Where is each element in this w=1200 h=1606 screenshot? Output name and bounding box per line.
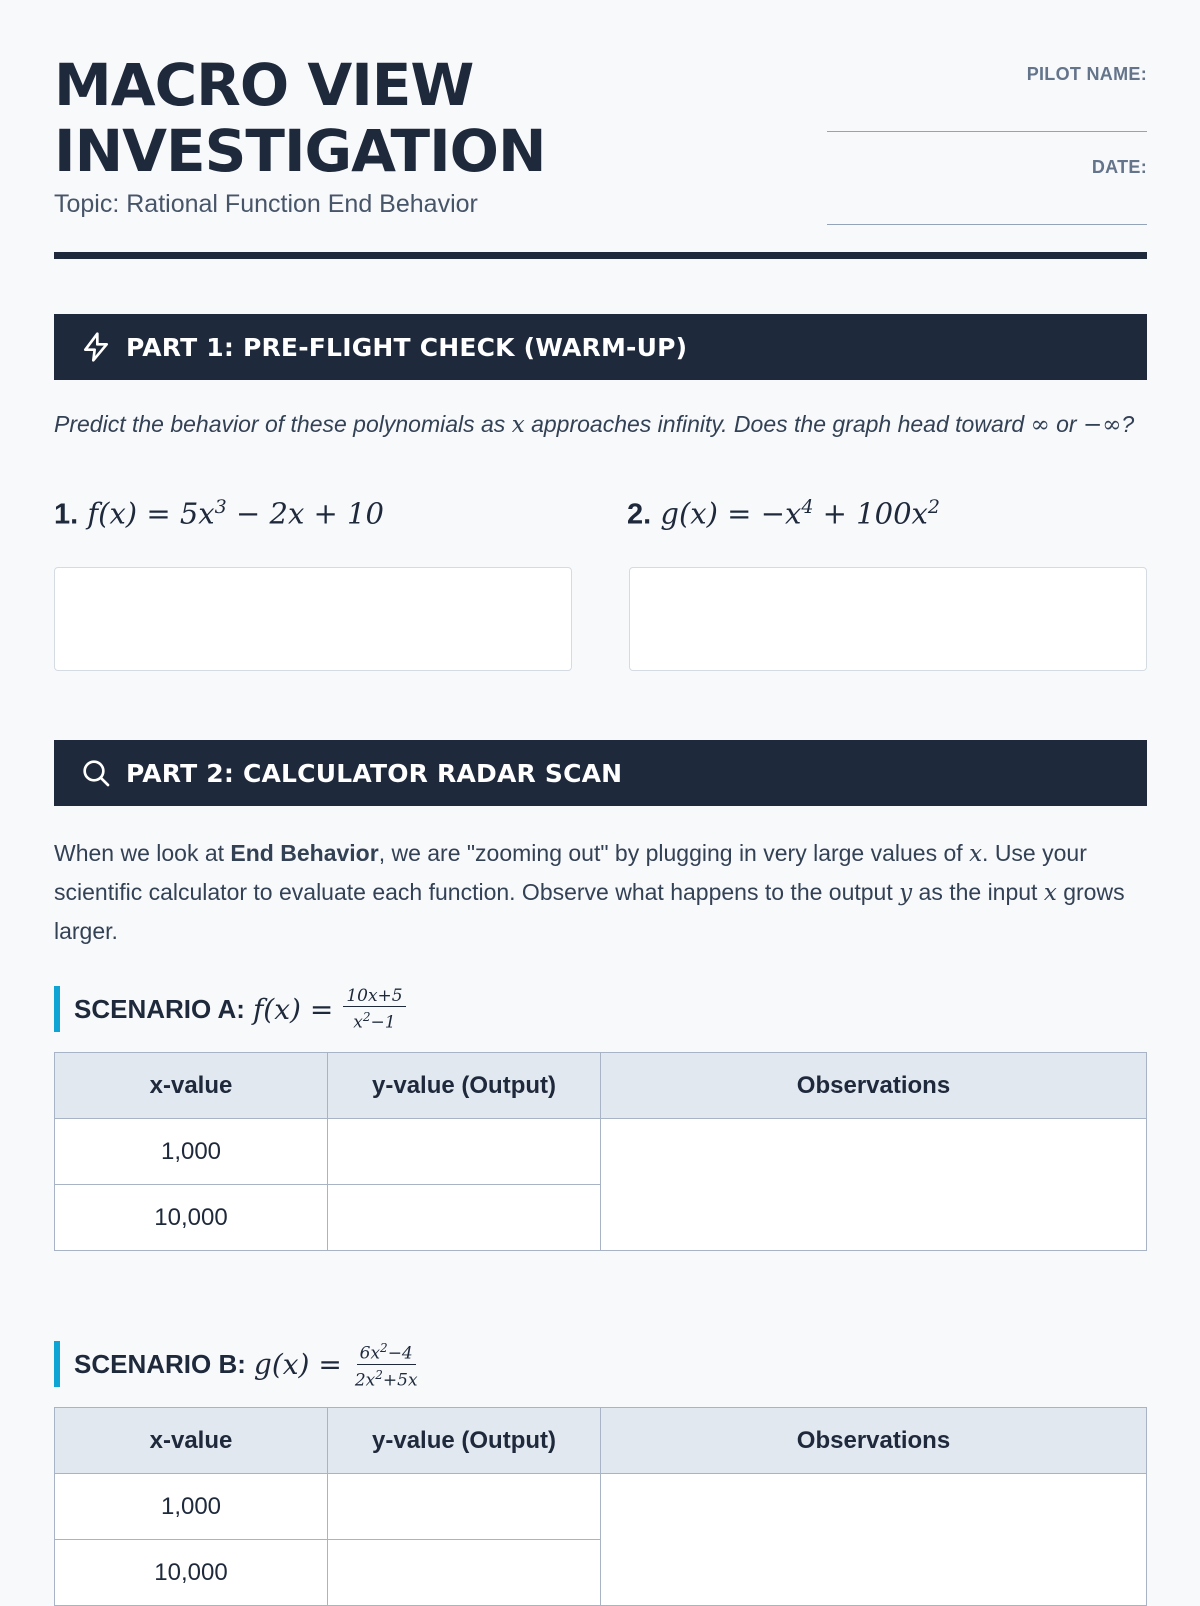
search-icon	[80, 757, 112, 789]
scenario-b-heading: SCENARIO B: g(x) = $\frac{6x^2-4}{2x^2+5x}$	[54, 1341, 421, 1387]
scenario-b-table	[54, 1407, 1147, 1606]
y-value-input[interactable]	[328, 1474, 601, 1540]
pilot-name-field[interactable]	[827, 131, 1147, 132]
part2-header	[54, 740, 1147, 806]
y-value-input[interactable]	[328, 1540, 601, 1606]
column-header-y: y-value (Output)	[328, 1053, 601, 1119]
part2-title: PART 2: CALCULATOR RADAR SCAN	[126, 758, 623, 788]
page-subtitle: Topic: Rational Function End Behavior	[54, 190, 478, 218]
pilot-name-label: PILOT NAME:	[1026, 64, 1147, 84]
scenario-a-heading: SCENARIO A: f(x) = $\frac{10x+5}{x^2-1}$	[54, 986, 406, 1032]
problem-1: 1. $f(x) = 5x^3 - 2x + 10$	[54, 496, 384, 531]
observations-input[interactable]	[601, 1119, 1147, 1251]
part1-header	[54, 314, 1147, 380]
column-header-x: x-value	[55, 1408, 328, 1474]
x-value-cell: 1,000	[55, 1474, 328, 1540]
x-value-cell: 1,000	[55, 1119, 328, 1185]
column-header-y: y-value (Output)	[328, 1408, 601, 1474]
part2-intro: When we look at End Behavior, we are "zooming out" by plugging in very large values of x. Use your scientific calculator to evaluate each function. Observe what happens to the output y as the input x grows larger.	[54, 840, 1125, 944]
lightning-icon	[80, 331, 112, 363]
problem-2: 2. $g(x) = -x^4 + 100x^2$	[627, 496, 940, 531]
part1-instructions: Predict the behavior of these polynomials as x approaches infinity. Does the graph head toward ∞ or −∞?	[54, 411, 1135, 438]
answer-box-1[interactable]	[54, 567, 572, 671]
column-header-x: x-value	[55, 1053, 328, 1119]
title-line-1: MACRO VIEW	[54, 51, 474, 119]
header-divider	[54, 252, 1147, 259]
y-value-input[interactable]	[328, 1119, 601, 1185]
part1-title: PART 1: PRE-FLIGHT CHECK (WARM-UP)	[126, 332, 688, 362]
scenario-a-table	[54, 1052, 1147, 1251]
x-value-cell: 10,000	[55, 1185, 328, 1251]
table-row	[55, 1119, 1147, 1185]
date-label: DATE:	[1091, 157, 1147, 177]
scenario-a-fraction: $\frac{10x+5}{x^2-1}$	[343, 986, 405, 1033]
title-line-2: INVESTIGATION	[54, 117, 546, 185]
x-value-cell: 10,000	[55, 1540, 328, 1606]
observations-input[interactable]	[601, 1474, 1147, 1606]
scenario-b-fraction: $\frac{6x^2-4}{2x^2+5x}$	[352, 1338, 421, 1390]
answer-box-2[interactable]	[629, 567, 1147, 671]
date-field[interactable]	[827, 224, 1147, 225]
y-value-input[interactable]	[328, 1185, 601, 1251]
column-header-observations: Observations	[601, 1053, 1147, 1119]
column-header-observations: Observations	[601, 1408, 1147, 1474]
page-title	[54, 52, 546, 184]
table-row	[55, 1474, 1147, 1540]
